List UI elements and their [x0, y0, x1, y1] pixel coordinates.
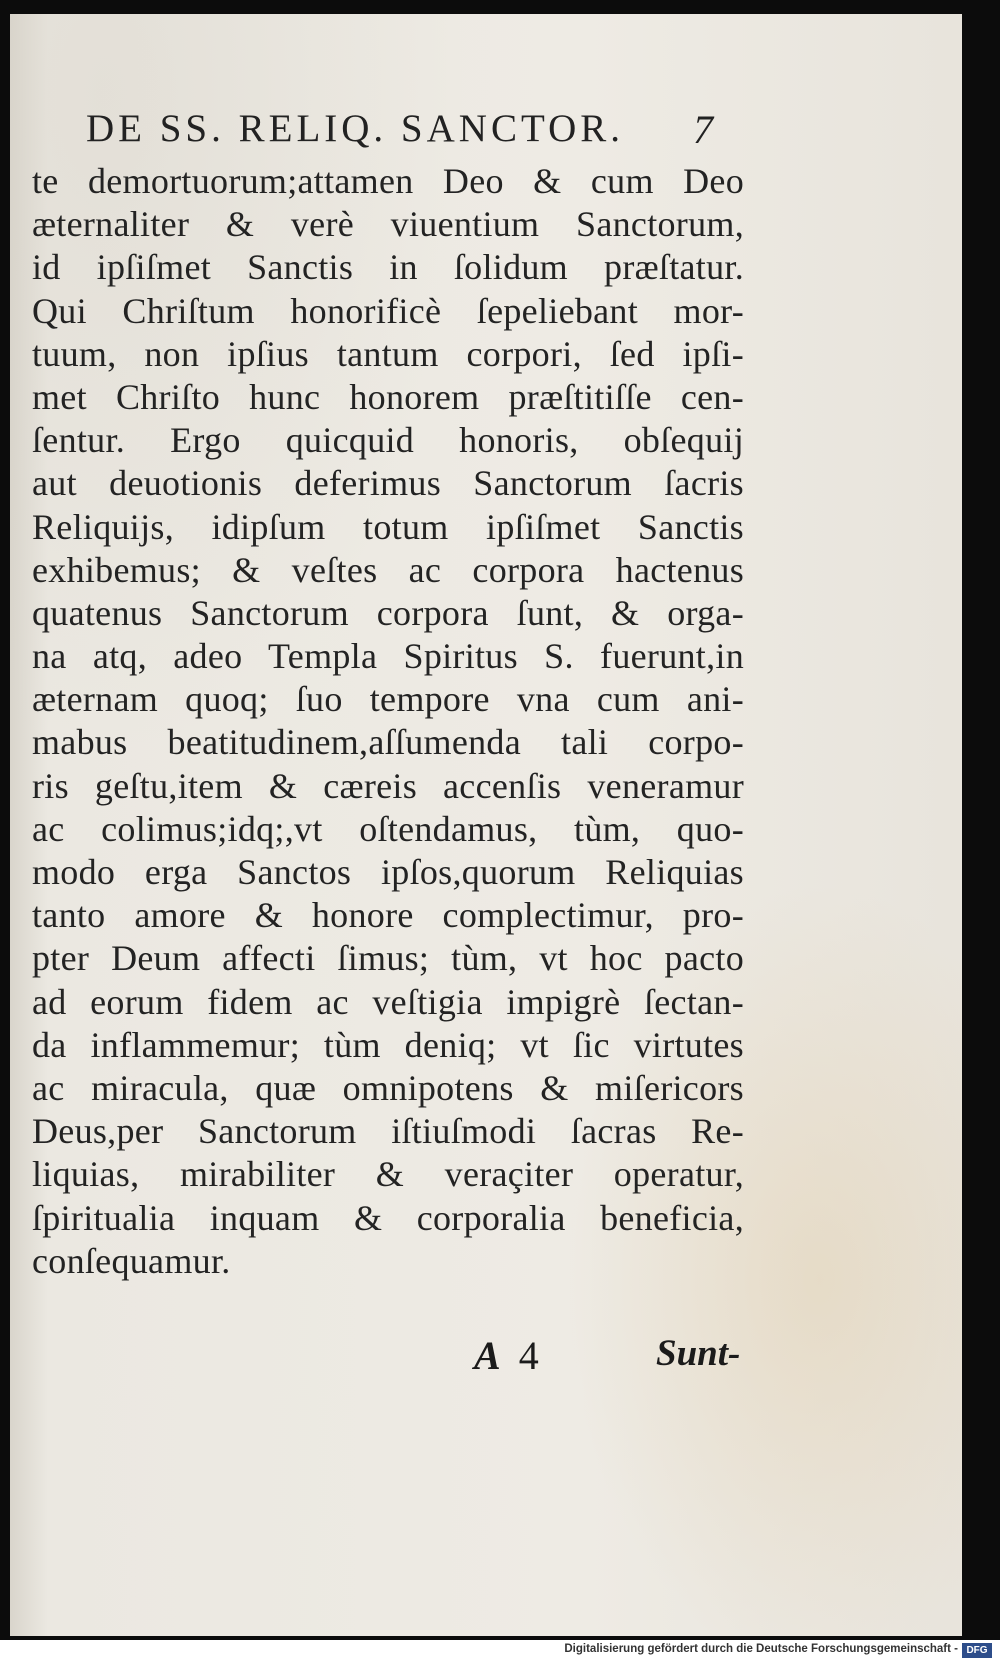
text-line: ſpiritualia inquam & corporalia beneficia,	[32, 1197, 744, 1238]
text-line: æternaliter & verè viuentium Sanctorum,	[32, 204, 744, 245]
text-line: Reliquijs, idipſum totum ipſiſmet Sanctis	[32, 506, 744, 547]
footer-bar	[0, 1640, 1000, 1663]
text-line: da inflammemur; tùm deniq; vt ſic virtutes	[32, 1024, 744, 1065]
text-line: quatenus Sanctorum corpora ſunt, & orga-	[32, 592, 744, 633]
running-head: DE SS. RELIQ. SANCTOR.	[86, 107, 625, 150]
text-line: met Chriſto hunc honorem præſtitiſſe cen-	[32, 376, 744, 417]
text-line: tanto amore & honore complectimur, pro-	[32, 895, 744, 936]
text-line: modo erga Sanctos ipſos,quorum Reliquias	[32, 852, 744, 892]
text-line: tuum, non ipſius tantum corpori, ſed ipſi-	[32, 333, 744, 374]
signature-letter: A	[474, 1333, 501, 1378]
text-line: ris geſtu,item & cæreis accenſis veneramur	[32, 765, 744, 806]
text-line: ad eorum fidem ac veſtigia impigrè ſectan-	[32, 981, 744, 1022]
text-line: exhibemus; & veſtes ac corpora hactenus	[32, 549, 744, 590]
text-line: æternam quoq; ſuo tempore vna cum ani-	[32, 679, 744, 720]
body-text	[32, 160, 744, 1283]
page-number: 7	[693, 107, 713, 152]
book-page	[10, 14, 962, 1636]
text-line: conſequamur.	[32, 1240, 231, 1281]
text-line: na atq, adeo Templa Spiritus S. fuerunt,in	[32, 636, 744, 677]
text-line: mabus beatitudinem,aſſumenda tali corpo-	[32, 722, 744, 763]
text-line: ſentur. Ergo quicquid honoris, obſequij	[32, 420, 744, 461]
signature-mark	[474, 1332, 539, 1379]
text-line: liquias, mirabiliter & veraçiter operatur,	[32, 1154, 744, 1195]
text-line: id ipſiſmet Sanctis in ſolidum præſtatur.	[32, 247, 744, 288]
signature-number: 4	[518, 1333, 539, 1378]
funding-credit: Digitalisierung gefördert durch die Deutsche Forschungsgemeinschaft -	[564, 1643, 958, 1655]
text-line: ac miracula, quæ omnipotens & miſericors	[32, 1067, 744, 1108]
text-line: Deus,per Sanctorum iſtiuſmodi ſacras Re-	[32, 1111, 744, 1152]
catchword: Sunt-	[656, 1333, 741, 1374]
text-line: aut deuotionis deferimus Sanctorum ſacris	[32, 463, 744, 504]
dfg-logo: DFG	[962, 1643, 992, 1658]
text-line: ac colimus;idq;,vt oſtendamus, tùm, quo-	[32, 808, 744, 849]
text-line: te demortuorum;attamen Deo & cum Deo	[32, 161, 744, 201]
text-line: Qui Chriſtum honorificè ſepeliebant mor-	[32, 290, 744, 331]
text-line: pter Deum affecti ſimus; tùm, vt hoc pacto	[32, 938, 744, 979]
